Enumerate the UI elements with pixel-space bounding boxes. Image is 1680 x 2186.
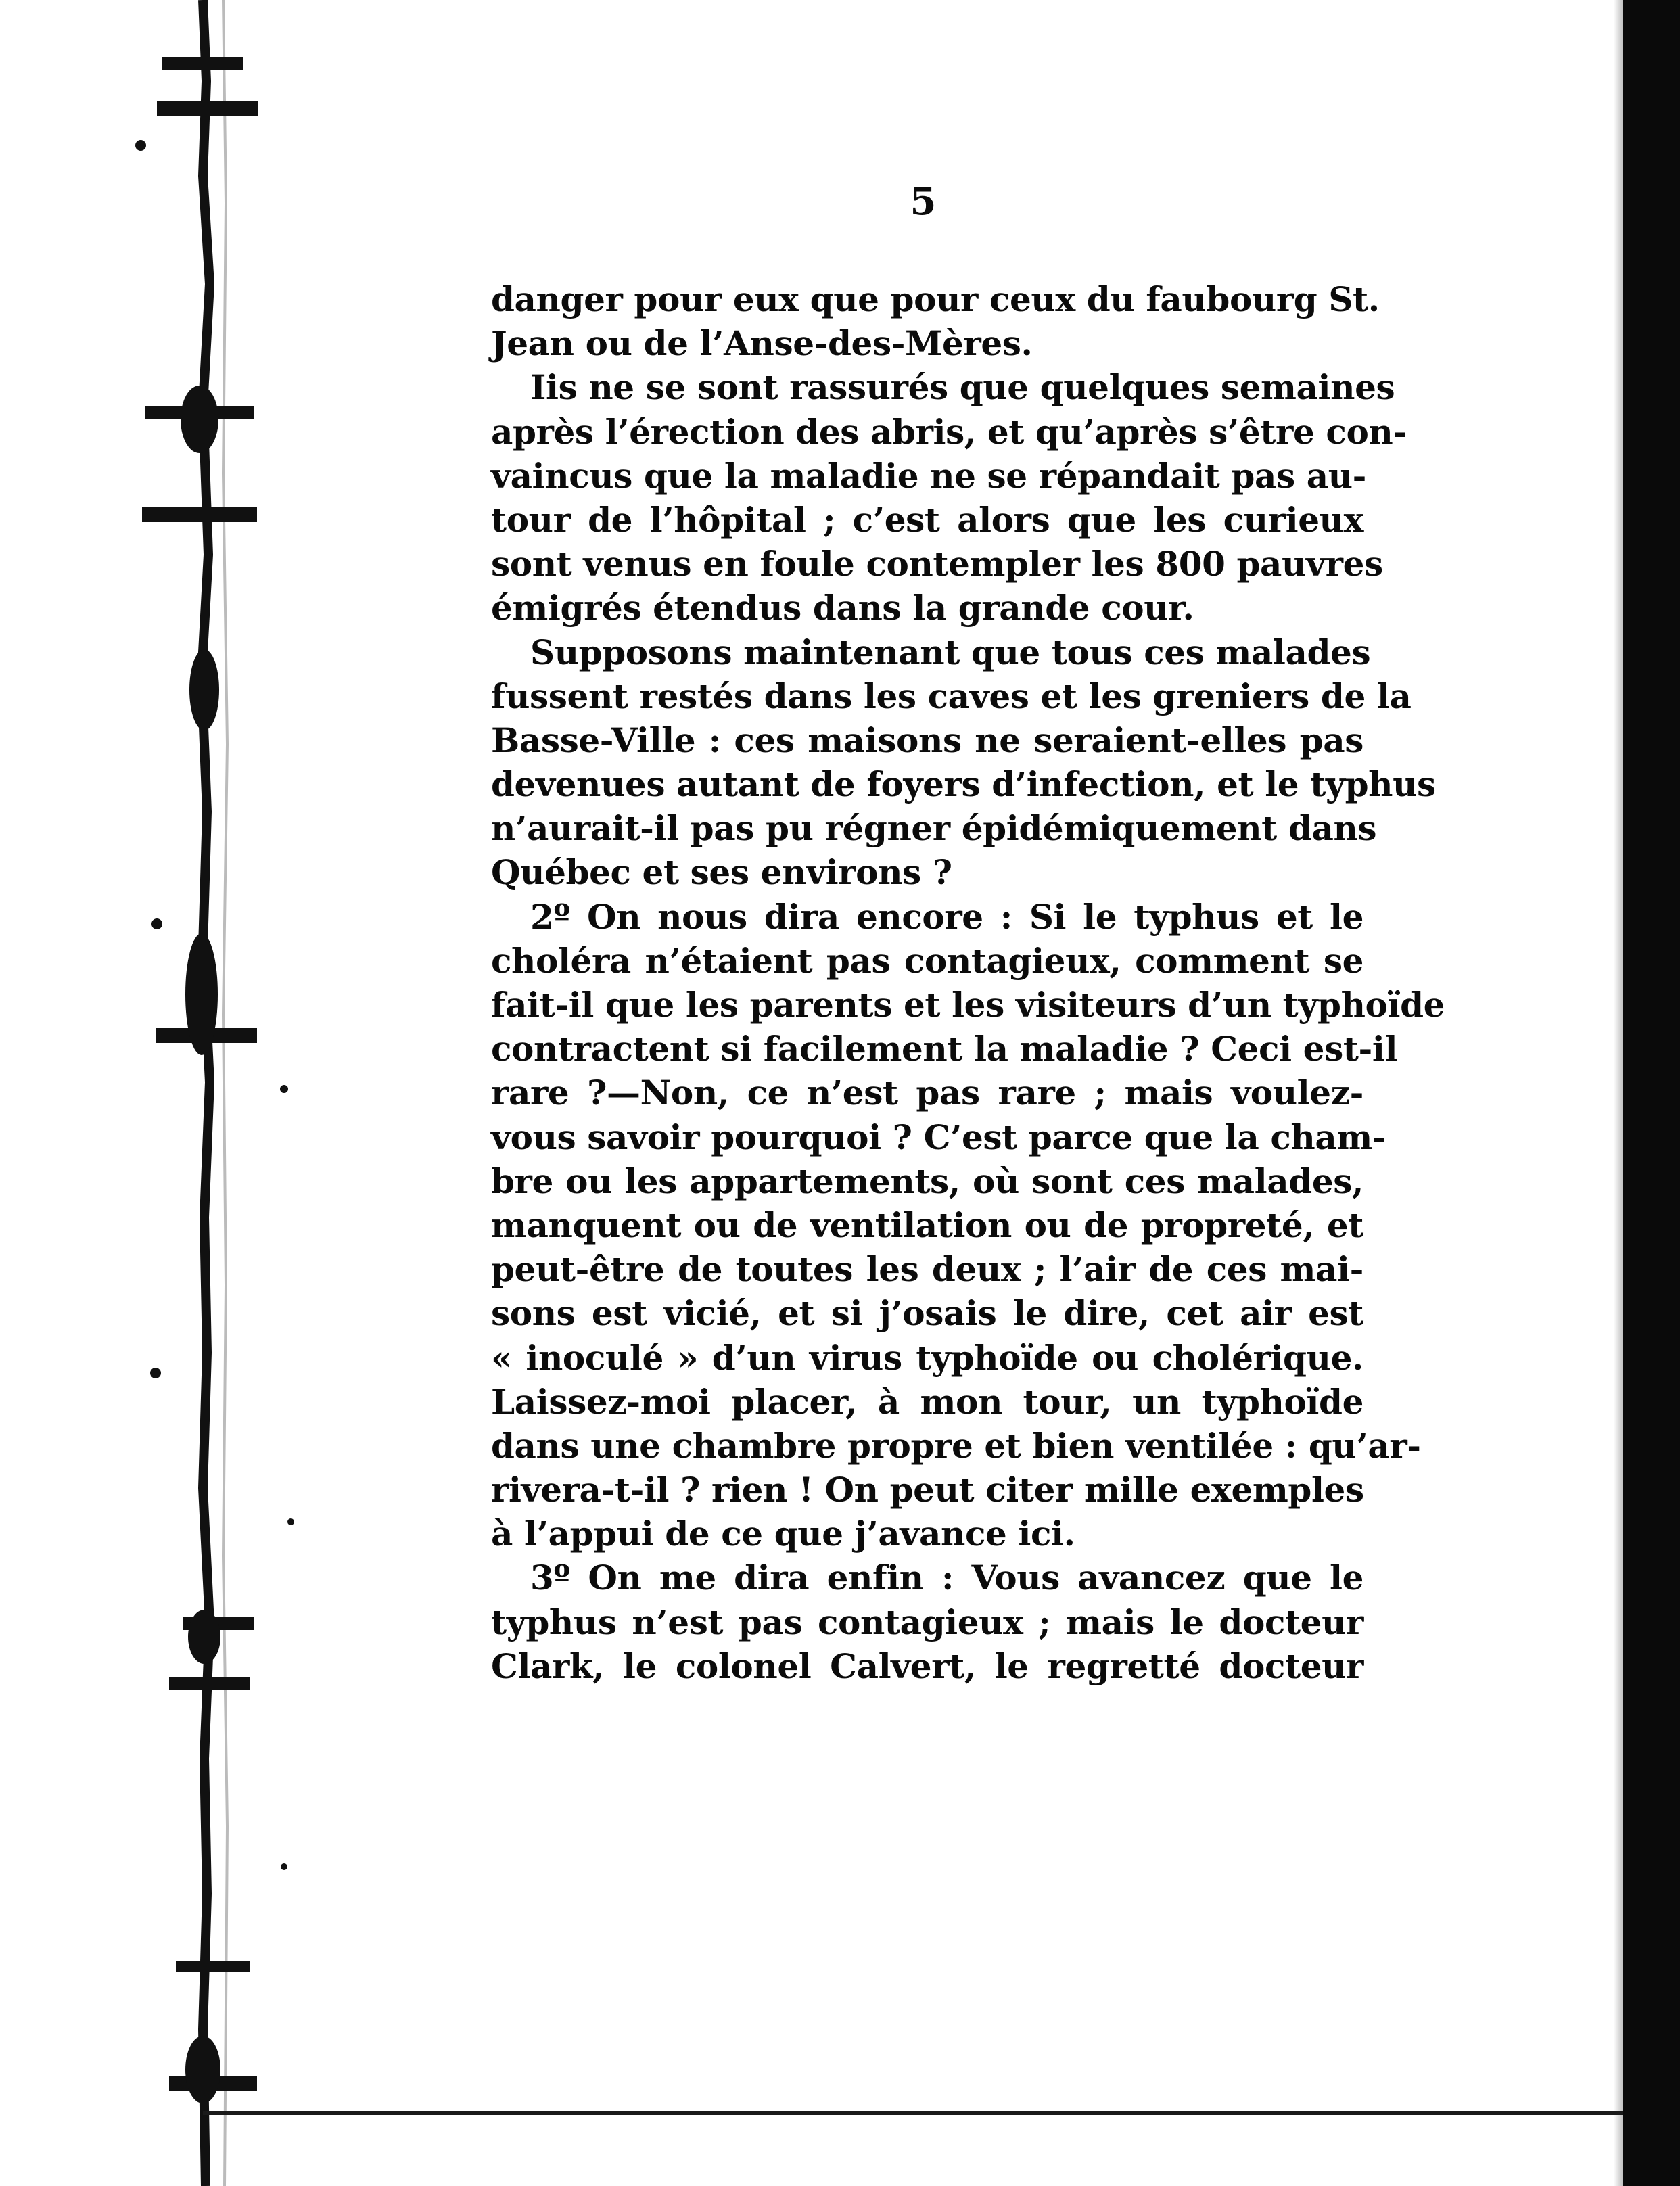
text-line: 2º On nous dira encore : Si le typhus et le [530, 896, 1363, 937]
text-line: Québec et ses environs ? [491, 852, 952, 893]
text-line: rare ?—Non, ce n’est pas rare ; mais voulez- [491, 1073, 1363, 1113]
text-line: danger pour eux que pour ceux du faubourg St. [491, 279, 1380, 319]
text-line: rivera-t-il ? rien ! On peut citer mille exemples [491, 1470, 1364, 1510]
text-line: Basse-Ville : ces maisons ne seraient-elles pas [491, 720, 1363, 760]
text-line: vaincus que la maladie ne se répandait pas au- [491, 455, 1367, 496]
text-line: choléra n’étaient pas contagieux, comment se [491, 940, 1363, 981]
text-line: 3º On me dira enfin : Vous avancez que le [530, 1558, 1363, 1598]
text-line: Supposons maintenant que tous ces malades [530, 632, 1371, 672]
text-line: sont venus en foule contempler les 800 pauvres [491, 544, 1383, 584]
text-line: à l’appui de ce que j’avance ici. [491, 1514, 1075, 1554]
text-line: après l’érection des abris, et qu’après s’être con- [491, 411, 1407, 452]
text-line: Laissez-moi placer, à mon tour, un typhoïde [491, 1381, 1363, 1422]
page-edge-shadow [1623, 0, 1680, 2186]
text-line: Jean ou de l’Anse-des-Mères. [491, 323, 1033, 364]
text-line: bre ou les appartements, où sont ces malades, [491, 1161, 1363, 1201]
text-line: typhus n’est pas contagieux ; mais le docteur [491, 1602, 1363, 1642]
text-line: sons est vicié, et si j’osais le dire, cet air est [491, 1293, 1363, 1334]
text-line: fussent restés dans les caves et les greniers de la [491, 676, 1411, 716]
text-line: n’aurait-il pas pu régner épidémiquement dans [491, 808, 1377, 849]
text-line: dans une chambre propre et bien ventilée : qu’ar- [491, 1425, 1421, 1466]
text-line: manquent ou de ventilation ou de propreté, et [491, 1205, 1363, 1245]
text-line: vous savoir pourquoi ? C’est parce que la cham- [491, 1117, 1386, 1157]
text-line: contractent si facilement la maladie ? Ceci est-il [491, 1029, 1398, 1069]
text-line: Clark, le colonel Calvert, le regretté docteur [491, 1646, 1363, 1686]
text-line: émigrés étendus dans la grande cour. [491, 588, 1194, 628]
body-text [491, 277, 1445, 1688]
text-line: tour de l’hôpital ; c’est alors que les curieux [491, 499, 1363, 540]
text-line: fait-il que les parents et les visiteurs d’un typhoïde [491, 985, 1445, 1025]
binding-stitches [0, 0, 311, 2186]
page-bottom-edge [203, 2111, 1623, 2115]
text-line: devenues autant de foyers d’infection, et le typhus [491, 764, 1436, 805]
page-number: 5 [910, 179, 937, 224]
text-line: « inoculé » d’un virus typhoïde ou cholérique. [491, 1337, 1363, 1378]
text-line: peut-être de toutes les deux ; l’air de ces mai- [491, 1249, 1363, 1290]
text-line: Iis ne se sont rassurés que quelques semaines [530, 367, 1395, 408]
